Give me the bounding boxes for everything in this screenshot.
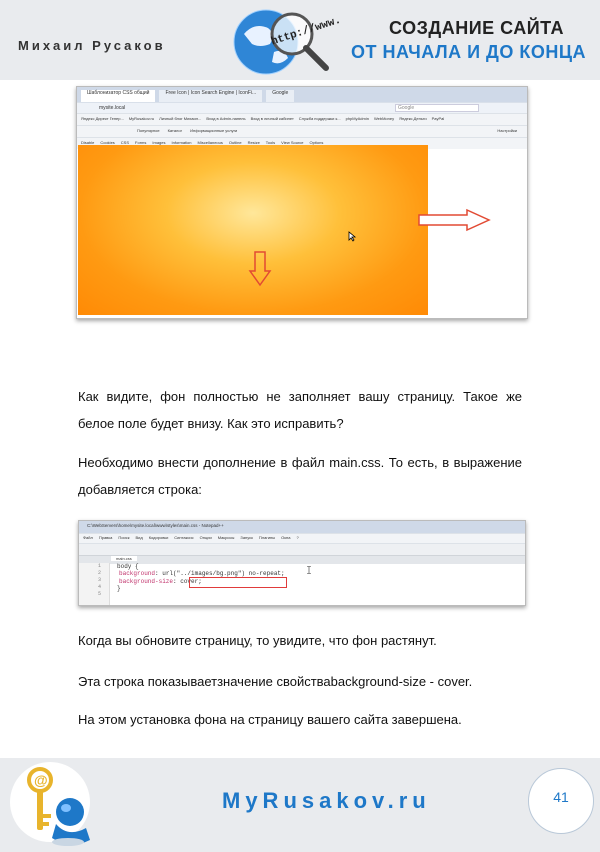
bookmark-item: Яндекс.Деньги xyxy=(399,116,427,121)
toolbar-item: Информационные услуги xyxy=(190,128,238,133)
bookmark-item: MyRusakov.ru xyxy=(128,116,155,121)
toolbar-item: Каталог xyxy=(167,128,183,133)
dev-item: Outline xyxy=(228,140,242,145)
paragraph-2: Необходимо внести дополнение в файл main.css. То есть, в выражение добавляется строка: xyxy=(78,455,522,497)
page-number: 41 xyxy=(553,789,569,805)
address-value: mysite.local xyxy=(99,105,126,111)
toolbar-item: Популярное xyxy=(137,128,160,133)
dev-item: CSS xyxy=(120,140,130,145)
editor-tab-bar xyxy=(79,555,525,564)
editor-menu-bar xyxy=(79,533,525,543)
bookmark-item: Служба поддержки к... xyxy=(298,116,341,121)
arrow-right-icon xyxy=(417,209,491,231)
line-number: 4 xyxy=(97,584,101,590)
line-number: 3 xyxy=(97,577,101,583)
dev-item: Forms xyxy=(135,140,147,145)
dev-item: Tools xyxy=(265,140,276,145)
bookmark-item: Вход в Admin-панель xyxy=(206,116,246,121)
dev-item: Disable xyxy=(81,140,95,145)
bookmark-item: Яндекс Директ Генер... xyxy=(81,116,124,121)
dev-item: Information xyxy=(171,140,192,145)
browser-address-bar xyxy=(77,102,527,113)
book-title-line2: ОТ НАЧАЛА И ДО КОНЦА xyxy=(350,42,586,62)
menu-item: Кодировки xyxy=(148,535,169,540)
code-line-3: background-size: cover; xyxy=(119,578,202,585)
code-line-2: background: url("../images/bg.png") no-repeat; xyxy=(119,570,285,577)
orange-background-image xyxy=(78,145,428,315)
browser-screenshot xyxy=(76,86,528,319)
code-line-1: body { xyxy=(117,563,139,570)
code-line-4: } xyxy=(117,585,121,592)
highlight-box xyxy=(189,577,287,588)
menu-item: Опции xyxy=(199,535,212,540)
browser-tab-bar xyxy=(77,87,527,102)
bookmarks-bar xyxy=(77,113,527,125)
editor-toolbar xyxy=(79,543,525,555)
dev-item: View Source xyxy=(281,140,304,145)
line-number: 2 xyxy=(97,570,101,576)
bookmark-item: WebMoney xyxy=(373,116,395,121)
menu-item: ? xyxy=(296,535,299,540)
author-name: Михаил Русаков xyxy=(18,38,166,53)
menu-item: Правка xyxy=(98,535,113,540)
browser-toolbar xyxy=(77,125,527,137)
line-number: 5 xyxy=(97,591,101,597)
bookmark-item: Личный блог Михаил... xyxy=(159,116,202,121)
editor-title-bar xyxy=(79,521,525,533)
globe-text: http://www. xyxy=(269,14,343,49)
mascot-logo xyxy=(6,758,102,852)
menu-item: Файл xyxy=(83,535,93,540)
browser-tab: Free Icon | Icon Search Engine | IconFi... xyxy=(159,90,262,102)
menu-item: Плагины xyxy=(258,535,276,540)
paragraph-4: Эта строка показываетзначение свойстваbackground-size - cover. xyxy=(78,674,473,689)
paragraph-5: На этом установка фона на страницу вашего сайта завершена. xyxy=(78,712,462,727)
editor-screenshot xyxy=(78,520,526,606)
menu-item: Макросы xyxy=(217,535,235,540)
menu-item: Вид xyxy=(135,535,143,540)
toolbar-item: Настройки xyxy=(497,128,517,133)
menu-item: Окна xyxy=(281,535,291,540)
site-url: MyRusakov.ru xyxy=(222,788,431,813)
browser-tab: Google xyxy=(266,90,294,102)
dev-item: Resize xyxy=(247,140,260,145)
editor-window-title: C:\WebServers\home\mysite.local\www\styles\main.css - Notepad++ xyxy=(87,523,224,528)
paragraph-3: Когда вы обновите страницу, то увидите, что фон растянут. xyxy=(78,633,437,648)
book-title-line1: СОЗДАНИЕ САЙТА xyxy=(389,18,564,38)
paragraph-1: Как видите, фон полностью не заполняет вашу страницу. Такое же белое поле будет внизу. Как это исправить? xyxy=(78,389,522,431)
text-cursor-icon xyxy=(307,566,311,574)
menu-item: Запуск xyxy=(240,535,253,540)
browser-tab: Шаблонизатор CSS общий xyxy=(81,90,155,102)
mouse-cursor-icon xyxy=(348,231,356,241)
editor-tab-main-css: main.css xyxy=(111,556,137,561)
search-box: Google xyxy=(395,104,479,112)
arrow-down-icon xyxy=(249,251,271,287)
menu-item: Поиск xyxy=(118,535,130,540)
menu-item: Синтаксис xyxy=(174,535,194,540)
bookmark-item: Вход в личный кабинет xyxy=(250,116,294,121)
globe-magnifier-logo xyxy=(226,4,343,76)
dev-item: Options xyxy=(309,140,324,145)
dev-item: Cookies xyxy=(100,140,115,145)
bookmark-item: PayPal xyxy=(431,116,445,121)
dev-item: Images xyxy=(152,140,166,145)
bookmark-item: phpMyAdmin xyxy=(345,116,369,121)
svg-text:@: @ xyxy=(34,772,48,788)
dev-item: Miscellaneous xyxy=(197,140,223,145)
line-number-gutter xyxy=(79,563,110,605)
line-number: 1 xyxy=(97,563,101,569)
